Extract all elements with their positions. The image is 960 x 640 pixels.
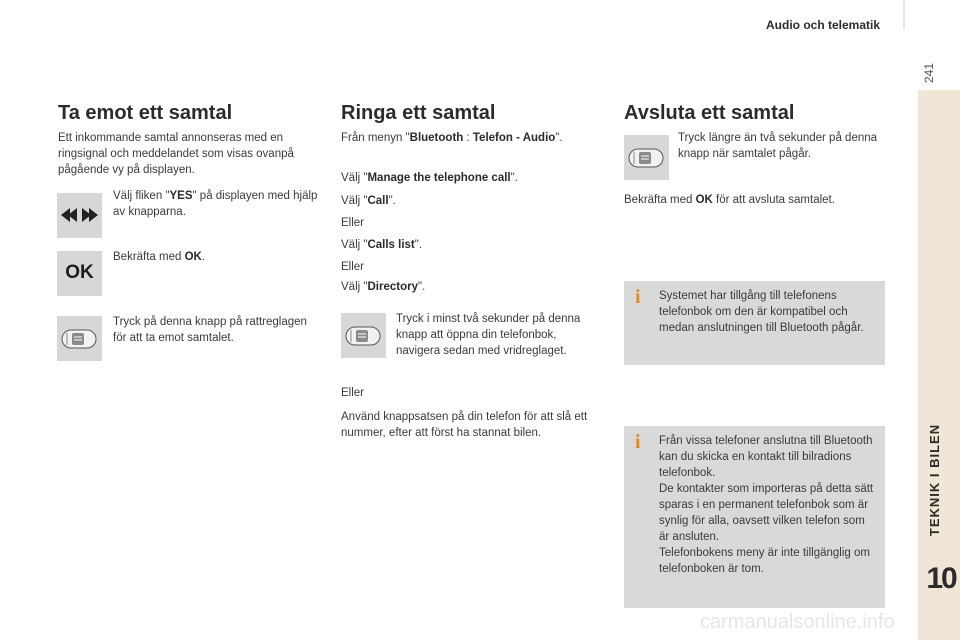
info-box-1-text: Systemet har tillgång till telefonens telefonbok om den är kompatibel och medan anslutningen till Bluetooth pågår. [659, 290, 864, 334]
col1-step3: Tryck på denna knapp på rattreglagen för att ta emot samtalet. [113, 316, 307, 344]
col2-select4 [341, 279, 425, 295]
col2-or3: Eller [341, 387, 365, 399]
col2-select3-post: ". [414, 239, 423, 251]
col2-or2: Eller [341, 261, 365, 273]
col1-intro: Ett inkommande samtal annonseras med en ringsignal och meddelandet som visas ovanpå pågående vy på displayen. [58, 132, 294, 176]
col1-step2 [113, 249, 318, 265]
col2-select3-bold: Calls list [367, 239, 415, 251]
chapter-title-text: TEKNIK I BILEN [927, 423, 942, 537]
watermark: carmanualsonline.info [700, 611, 895, 633]
page-number-text: 241 [922, 62, 936, 84]
col2-menu-telefon: Telefon - Audio [472, 132, 556, 144]
col2-press-text: Tryck i minst två sekunder på denna knapp att öppna din telefonbok, navigera sedan med vridreglaget. [396, 313, 581, 357]
col2-select2-bold: Call [367, 195, 389, 207]
col3-confirm-post: för att avsluta samtalet. [712, 194, 835, 206]
info-box-1 [624, 281, 885, 365]
col2-select2-pre: Välj " [341, 195, 368, 207]
header-divider [903, 0, 905, 30]
col2-select1-pre: Välj " [341, 172, 368, 184]
col2-menu-sep: : [463, 132, 473, 144]
steering-button-icon [57, 316, 102, 361]
col2-menu [341, 130, 611, 146]
steering-button-icon-2 [341, 313, 386, 358]
col1-title: Ta emot ett samtal [58, 102, 233, 124]
info-icon: i [635, 431, 641, 453]
col2-select3 [341, 237, 422, 253]
col2-select1 [341, 170, 518, 186]
header-title: Audio och telematik [766, 18, 881, 32]
col2-select1-post: ". [510, 172, 518, 184]
col3-confirm [624, 192, 884, 208]
col2-select3-pre: Välj " [341, 239, 368, 251]
info-box-2-text [659, 433, 875, 577]
col1-step1-bold: YES [169, 190, 193, 202]
info-box-2-line3: Telefonbokens meny är inte tillgänglig om telefonboken är tom. [659, 547, 870, 575]
col2-or1: Eller [341, 217, 365, 229]
col2-select2-post: ". [388, 195, 396, 207]
col1-step2-bold: OK [184, 251, 202, 263]
chapter-sidebar [918, 90, 960, 640]
ok-button-icon [57, 251, 102, 296]
info-box-2-line2: De kontakter som importeras på detta sätt sparas i en permanent telefonbok som är synlig för alla, oavsett vilken telefon som är ansluten. [659, 483, 874, 543]
chapter-title [927, 415, 947, 545]
col2-menu-pre: Från menyn " [341, 132, 410, 144]
col2-select4-post: ". [417, 281, 426, 293]
ok-button-label: OK [65, 262, 94, 283]
col1-step2-pre: Bekräfta med [113, 251, 185, 263]
col2-title: Ringa ett samtal [341, 102, 496, 124]
col1-step1-post: " på displayen med hjälp av knapparna. [113, 190, 318, 218]
col1-step1 [113, 188, 318, 220]
info-box-2-line1: Från vissa telefoner anslutna till Bluetooth kan du skicka en kontakt till bilradions telefonbok. [659, 435, 873, 479]
col1-step1-pre: Välj fliken " [113, 190, 170, 202]
info-box-2 [624, 426, 885, 608]
col2-menu-bluetooth: Bluetooth [409, 132, 464, 144]
col1-step2-post: . [201, 251, 206, 263]
col2-select2 [341, 193, 396, 209]
col3-title: Avsluta ett samtal [624, 102, 795, 124]
col2-keypad-text: Använd knappsatsen på din telefon för att slå ett nummer, efter att först ha stannat bilen. [341, 411, 588, 439]
arrow-buttons-icon [57, 193, 102, 238]
steering-button-icon-3 [624, 135, 669, 180]
col3-press-text: Tryck längre än två sekunder på denna knapp när samtalet pågår. [678, 132, 878, 160]
col3-confirm-bold: OK [695, 194, 713, 206]
col2-select4-pre: Välj " [341, 281, 368, 293]
col2-menu-post: ". [555, 132, 563, 144]
info-icon: i [635, 286, 641, 308]
chapter-number: 10 [926, 562, 956, 595]
page-number [922, 58, 952, 88]
col2-select1-bold: Manage the telephone call [367, 172, 511, 184]
col3-confirm-pre: Bekräfta med [624, 194, 696, 206]
col2-select4-bold: Directory [367, 281, 418, 293]
